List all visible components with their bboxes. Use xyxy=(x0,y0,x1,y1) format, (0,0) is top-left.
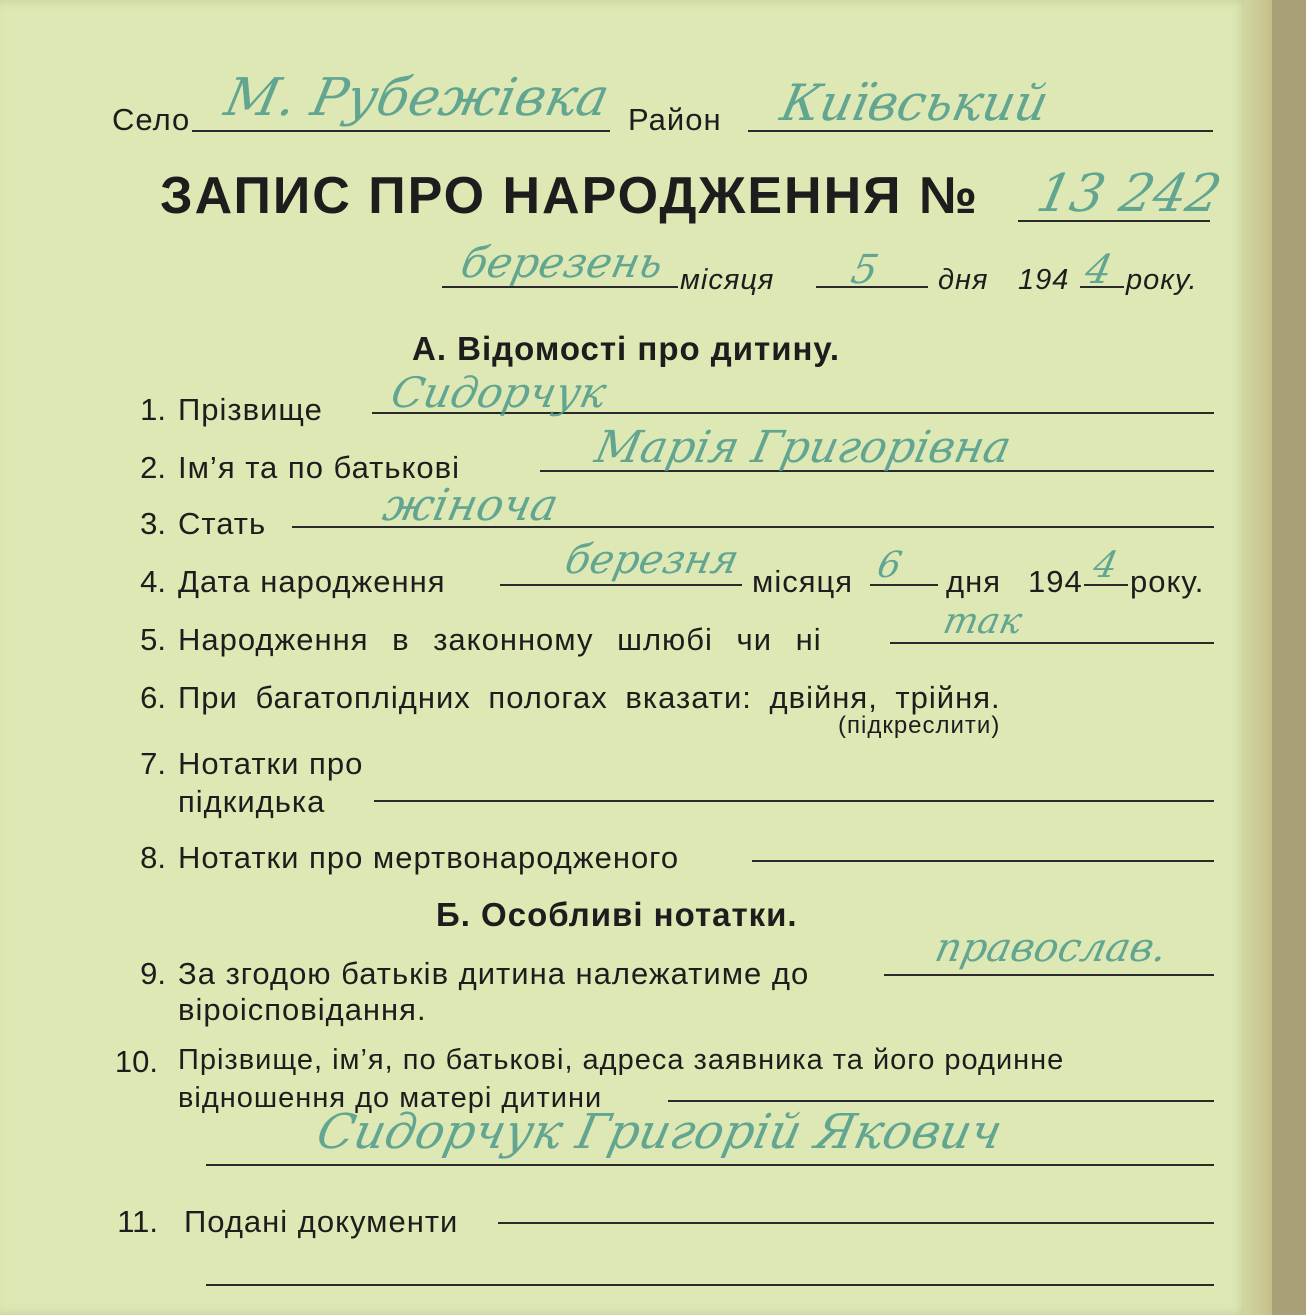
field-7-label-line1: Нотатки про xyxy=(178,746,364,781)
field-1-value: Сидорчук xyxy=(386,368,611,417)
field-9-label-line2: віроісповідання. xyxy=(178,992,427,1027)
district-value: Київський xyxy=(775,74,1054,132)
field-6-label: При багатоплідних пологах вказати: двійня, трійня. xyxy=(178,680,1001,715)
field-10-label-line2: відношення до матері дитини xyxy=(178,1082,603,1114)
section-a-title: А. Відомості про дитину. xyxy=(412,330,841,367)
record-day-label: дня xyxy=(938,264,989,296)
field-5-line xyxy=(890,642,1214,644)
field-7-number: 7. xyxy=(140,746,166,781)
village-label: Село xyxy=(112,102,191,137)
field-4-day-label: дня xyxy=(946,564,1001,599)
field-1-label: Прізвище xyxy=(178,392,323,427)
field-2-number: 2. xyxy=(140,450,166,485)
field-2-value: Марія Григорівна xyxy=(590,422,1016,473)
field-5-label: Народження в законному шлюбі чи ні xyxy=(178,622,822,657)
field-10-label-line1: Прізвище, ім’я, по батькові, адреса заявника та його родинне xyxy=(178,1044,1065,1076)
section-b-title: Б. Особливі нотатки. xyxy=(436,896,798,933)
field-2-label: Ім’я та по батькові xyxy=(178,450,461,485)
village-line xyxy=(192,130,610,132)
field-5-number: 5. xyxy=(140,622,166,657)
field-9-label-line1: За згодою батьків дитина належатиме до xyxy=(178,956,810,991)
field-4-month-line xyxy=(500,584,742,586)
field-3-value: жіноча xyxy=(378,480,563,531)
field-10-value: Сидорчук Григорій Якович xyxy=(312,1104,1008,1160)
record-year-prefix: 194 xyxy=(1018,264,1070,296)
field-11-number: 11. xyxy=(117,1204,158,1239)
district-label: Район xyxy=(628,102,722,137)
field-11-line-2 xyxy=(206,1284,1214,1286)
field-8-line xyxy=(752,860,1214,862)
field-4-year-label: року. xyxy=(1130,564,1205,599)
field-9-value: православ. xyxy=(931,925,1172,971)
field-4-month-label: місяця xyxy=(752,564,854,599)
document-title: ЗАПИС ПРО НАРОДЖЕННЯ № xyxy=(160,167,979,225)
background-strip xyxy=(1272,0,1306,1315)
field-7-line xyxy=(374,800,1214,802)
field-5-value: так xyxy=(939,601,1026,642)
field-9-number: 9. xyxy=(140,956,166,991)
field-4-year-prefix: 194 xyxy=(1028,564,1083,599)
field-3-label: Стать xyxy=(178,506,267,541)
field-9-line xyxy=(884,974,1214,976)
field-4-year-digit: 4 xyxy=(1089,545,1122,586)
record-year-digit: 4 xyxy=(1081,247,1117,293)
field-4-label: Дата народження xyxy=(178,564,446,599)
field-11-line xyxy=(498,1222,1214,1224)
village-value: М. Рубежівка xyxy=(219,68,615,128)
field-10-line-2 xyxy=(206,1164,1214,1166)
field-3-number: 3. xyxy=(140,506,166,541)
field-4-day-value: 6 xyxy=(873,545,906,586)
field-8-number: 8. xyxy=(140,840,166,875)
record-month-value: березень xyxy=(456,238,668,287)
field-6-note: (підкреслити) xyxy=(838,712,1001,739)
field-1-number: 1. xyxy=(140,392,166,427)
field-10-line xyxy=(668,1100,1214,1102)
field-6-number: 6. xyxy=(140,680,166,715)
record-year-label: року. xyxy=(1126,264,1198,296)
field-8-label: Нотатки про мертвонародженого xyxy=(178,840,680,875)
field-4-month-value: березня xyxy=(561,537,743,583)
field-11-label: Подані документи xyxy=(184,1204,459,1239)
record-month-label: місяця xyxy=(680,264,775,296)
record-number: 13 242 xyxy=(1031,164,1227,224)
record-day-value: 5 xyxy=(847,247,883,293)
field-7-label-line2: підкидька xyxy=(178,784,326,819)
field-10-number: 10. xyxy=(114,1044,158,1079)
field-4-number: 4. xyxy=(140,564,166,599)
